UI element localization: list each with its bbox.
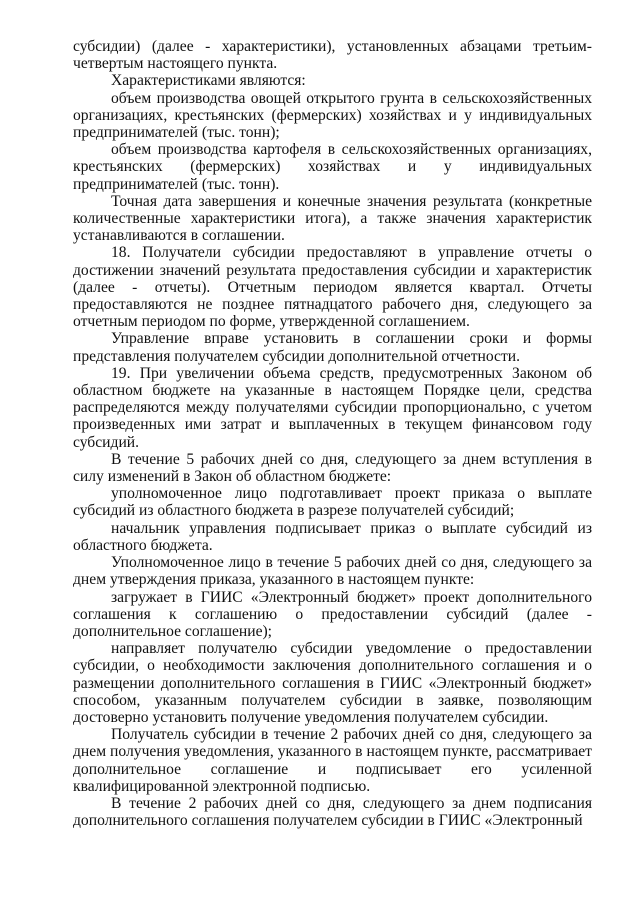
paragraph: 19. При увеличении объема средств, предусмотренных Законом об областном бюджете на указанные в настоящем Порядке цели, средства распределяются между получателями субсидии пропорционально, с учетом произведенных ими затрат и выплаченных в текущем финансовом году субсидий. (73, 364, 592, 451)
paragraph: загружает в ГИИС «Электронный бюджет» проект дополнительного соглашения к соглашению о предоставлении субсидий (далее - дополнительное соглашение); (73, 588, 592, 640)
paragraph: направляет получателю субсидии уведомление о предоставлении субсидии, о необходимости заключения дополнительного соглашения и о размещении дополнительного соглашения в ГИИС «Электронный бюджет» способом, указанным получателем субсидии в заявке, позволяющим достоверно установить получение уведомления получателем субсидии. (73, 640, 592, 726)
paragraph: Точная дата завершения и конечные значения результата (конкретные количественные характеристики итога), а также значения характеристик устанавливаются в соглашении. (73, 192, 592, 245)
paragraph: Получатель субсидии в течение 2 рабочих дней со дня, следующего за днем получения уведомления, указанного в настоящем пункте, рассматривает дополнительное соглашение и подписывает его усиленной квалифицированной электронной подписью. (73, 726, 592, 795)
paragraph: субсидии) (далее - характеристики), установленных абзацами третьим-четвертым настоящего пункта. (73, 38, 592, 73)
paragraph: 18. Получатели субсидии предоставляют в управление отчеты о достижении значений результата предоставления субсидии и характеристик (далее - отчеты). Отчетным периодом является квартал. Отчеты предоставляются не позднее пятнадцатого рабочего дня, следующего за отчетным периодом по форме, утвержденной соглашением. (73, 244, 592, 331)
paragraph: В течение 5 рабочих дней со дня, следующего за днем вступления в силу изменений в Закон об областном бюджете: (73, 450, 592, 486)
paragraph: уполномоченное лицо подготавливает проект приказа о выплате субсидий из областного бюджета в разрезе получателей субсидий; (73, 485, 592, 520)
paragraph: начальник управления подписывает приказ о выплате субсидий из областного бюджета. (73, 519, 592, 554)
paragraph: Уполномоченное лицо в течение 5 рабочих дней со дня, следующего за днем утверждения приказа, указанного в настоящем пункте: (73, 554, 592, 589)
document-body (73, 38, 592, 829)
paragraph: Управление вправе установить в соглашении сроки и формы представления получателем субсидии дополнительной отчетности. (73, 330, 592, 365)
paragraph: объем производства овощей открытого грунта в сельскохозяйственных организациях, крестьянских (фермерских) хозяйствах и у индивидуальных предпринимателей (тыс. тонн); (73, 89, 592, 142)
paragraph: Характеристиками являются: (111, 72, 306, 90)
paragraph: В течение 2 рабочих дней со дня, следующего за днем подписания дополнительного соглашения получателем субсидии в ГИИС «Электронный (73, 794, 592, 830)
paragraph: объем производства картофеля в сельскохозяйственных организациях, крестьянских (фермерских) хозяйствах и у индивидуальных предпринимателей (тыс. тонн). (73, 141, 592, 193)
